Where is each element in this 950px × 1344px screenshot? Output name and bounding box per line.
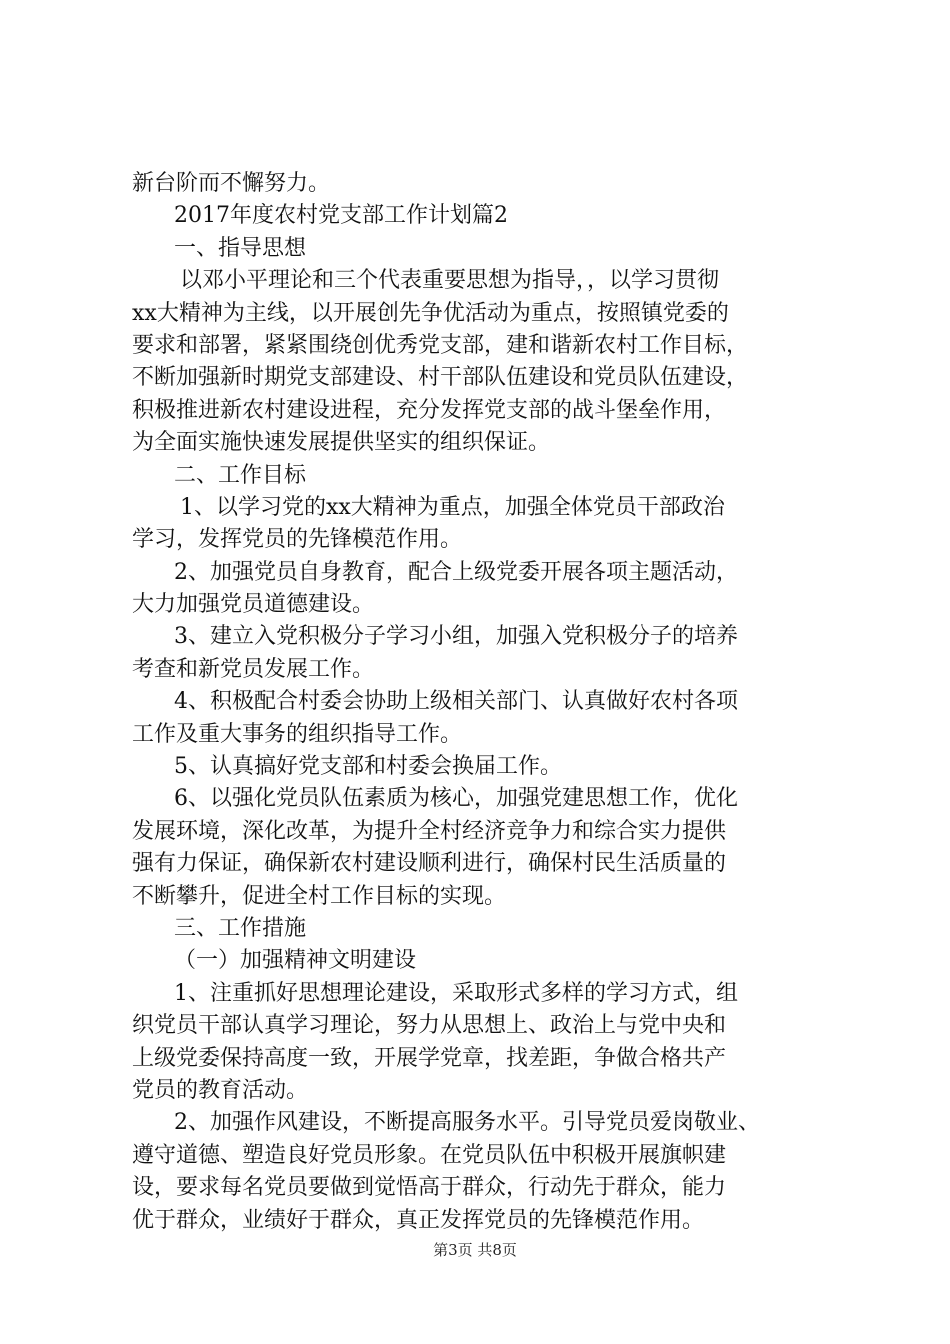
- document-body: [132, 168, 832, 1237]
- page-footer: [0, 1240, 950, 1260]
- text-line: 1、注重抓好思想理论建设，采取形式多样的学习方式，组: [174, 980, 738, 1006]
- text-line: 二、工作目标: [174, 462, 307, 488]
- text-line: 工作及重大事务的组织指导工作。: [132, 721, 463, 747]
- text-line: 2017年度农村党支部工作计划篇2: [174, 203, 508, 229]
- text-line: 3、建立入党积极分子学习小组，加强入党积极分子的培养: [174, 624, 738, 650]
- text-line: 新台阶而不懈努力。: [132, 171, 331, 196]
- text-line: 4、积极配合村委会协助上级相关部门、认真做好农村各项: [174, 689, 738, 715]
- text-line: 要求和部署，紧紧围绕创优秀党支部，建和谐新农村工作目标，: [132, 332, 749, 358]
- page-number-text: 第3页 共8页: [433, 1241, 517, 1259]
- text-line: 一、指导思想: [174, 235, 307, 261]
- text-line: （一）加强精神文明建设: [174, 948, 417, 974]
- text-line: 积极推进新农村建设进程，充分发挥党支部的战斗堡垒作用，: [132, 397, 727, 423]
- text-line: 不断加强新时期党支部建设、村干部队伍建设和党员队伍建设，: [132, 365, 749, 391]
- text-line: 三、工作措施: [174, 915, 307, 941]
- text-line: 大力加强党员道德建设。: [132, 592, 375, 618]
- text-line: 2、加强作风建设，不断提高服务水平。引导党员爱岗敬业、: [174, 1110, 760, 1136]
- text-line: 5、认真搞好党支部和村委会换届工作。: [174, 754, 562, 780]
- text-line: 考查和新党员发展工作。: [132, 656, 375, 682]
- text-line: 学习，发挥党员的先锋模范作用。: [132, 527, 463, 553]
- text-line: 1、以学习党的xx大精神为重点，加强全体党员干部政治: [180, 494, 725, 520]
- text-line: 优于群众，业绩好于群众，真正发挥党员的先锋模范作用。: [132, 1207, 705, 1233]
- text-line: 不断攀升，促进全村工作目标的实现。: [132, 883, 507, 909]
- text-line: 遵守道德、塑造良好党员形象。在党员队伍中积极开展旗帜建: [132, 1142, 727, 1168]
- text-line: 党员的教育活动。: [132, 1077, 309, 1103]
- text-line: 发展环境，深化改革，为提升全村经济竞争力和综合实力提供: [132, 818, 727, 844]
- text-line: 以邓小平理论和三个代表重要思想为指导，，以学习贯彻: [180, 268, 720, 294]
- text-line: 上级党委保持高度一致，开展学党章，找差距，争做合格共产: [132, 1045, 727, 1071]
- text-line: 设，要求每名党员要做到觉悟高于群众，行动先于群众，能力: [132, 1175, 727, 1201]
- text-line: xx大精神为主线，以开展创先争优活动为重点，按照镇党委的: [132, 300, 729, 326]
- text-line: 织党员干部认真学习理论，努力从思想上、政治上与党中央和: [132, 1013, 727, 1039]
- text-line: 为全面实施快速发展提供坚实的组织保证。: [132, 430, 551, 456]
- text-line: 强有力保证，确保新农村建设顺利进行，确保村民生活质量的: [132, 851, 727, 877]
- text-line: 6、以强化党员队伍素质为核心，加强党建思想工作，优化: [174, 786, 738, 812]
- text-line: 2、加强党员自身教育，配合上级党委开展各项主题活动，: [174, 559, 738, 585]
